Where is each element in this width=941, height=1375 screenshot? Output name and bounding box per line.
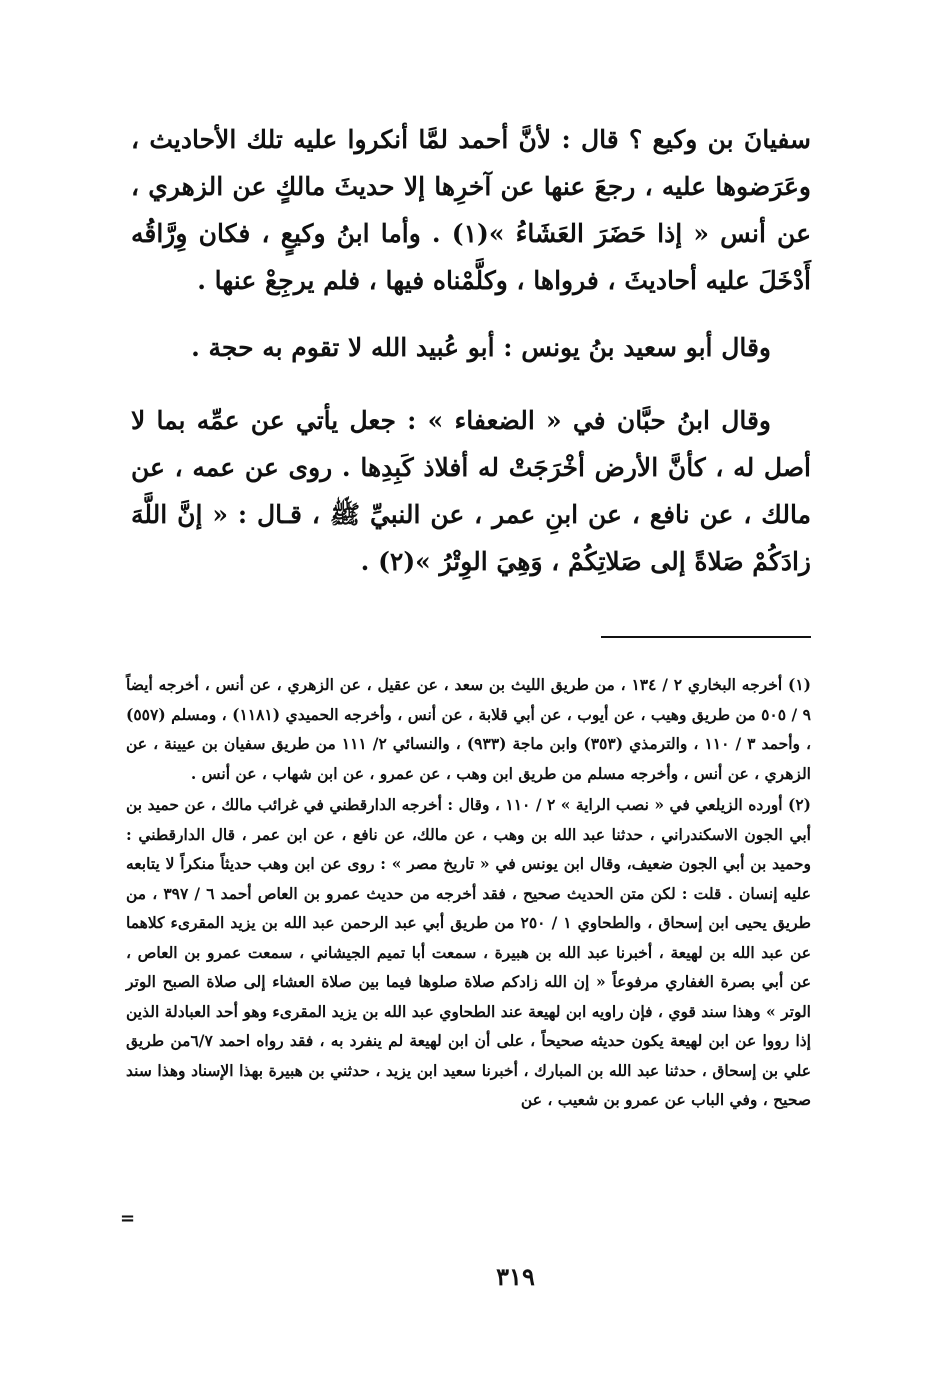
footnote-1-marker: (١) (787, 675, 811, 694)
page-number: ٣١٩ (496, 1262, 535, 1291)
footnote-2 (126, 790, 811, 1115)
footnote-2-marker: (٢) (787, 795, 811, 814)
footnote-divider (601, 636, 811, 638)
footnote-1 (126, 670, 811, 788)
footnote-2-text: أورده الزيلعي في « نصب الراية » ٢ / ١١٠ ، وقال : أخرجه الدارقطني في غرائب مالك ، عن حميد بن أبي الجون الاسكندراني ، حدثنا عبد الله بن وهب ، عن مالك، عن نافع ، عن ابن عمر ، قال الدارقطني : وحميد بن أبي الجون ضعيف، وقال ابن يونس في « تاريخ مصر » : روى عن ابن وهب حديثاً منكراً لا يتابعه عليه إنسان . قلت : لكن متن الحديث صحيح ، فقد أخرجه من حديث عمرو بن العاص أحمد ٦ / ٣٩٧ ، من طريق يحيى ابن إسحاق ، والطحاوي ١ / ٢٥٠ من طريق أبي عبد الرحمن عبد الله بن يزيد المقرىء كلاهما عن عبد الله بن لهيعة ، أخبرنا عبد الله بن هبيرة ، سمعت أبا تميم الجيشاني ، سمعت عمرو بن العاص ، عن أبي بصرة الغفاري مرفوعاً « إن الله زادكم صلاة صلوها فيما بين صلاة العشاء إلى صلاة الصبح الوتر الوتر » وهذا سند قوي ، فإن راويه ابن لهيعة عند الطحاوي عبد الله بن يزيد المقرىء وهو أحد العبادلة الذين إذا رووا عن ابن لهيعة يكون حديثه صحيحاً ، على أن ابن لهيعة لم ينفرد به ، فقد رواه احمد ٦/٧من طريق علي بن إسحاق ، حدثنا عبد الله بن المبارك ، أخبرنا سعيد ابن يزيد ، حدثني بن هبيرة بهذا الإسناد وهذا سند صحيح ، وفي الباب عن عمرو بن شعيب ، عن (126, 795, 811, 1109)
main-text-body (131, 116, 811, 585)
footnotes-section (126, 670, 811, 1115)
page-number-container (0, 1262, 941, 1291)
main-paragraph-1: سفيانَ بن وكيع ؟ قال : لأنَّ أحمد لمَّا أنكروا عليه تلك الأحاديث ، وعَرَضوها عليه ، رجعَ عنها عن آخرِها إلا حديثَ مالكٍ عن الزهري ، عن أنس « إذا حَضَرَ العَشَاءُ »(١) . وأما ابنُ وكيعٍ ، فكان وِرَّاقُه أَدْخَلَ عليه أحاديثَ ، فرواها ، وكلَّمْناه فيها ، فلم يرجِعْ عنها . (131, 125, 811, 295)
main-paragraph-2: وقال أبو سعيد بنُ يونس : أبو عُبيد الله لا تقوم به حجة . (191, 333, 771, 362)
footnote-1-text: أخرجه البخاري ٢ / ١٣٤ ، من طريق الليث بن سعد ، عن عقيل ، عن الزهري ، عن أنس ، أخرجه أيضاً ٩ / ٥٠٥ من طريق وهيب ، عن أيوب ، عن أبي قلابة ، عن أنس ، وأخرجه الحميدي (١١٨١) ، ومسلم (٥٥٧) ، وأحمد ٣ / ١١٠ ، والترمذي (٣٥٣) وابن ماجة (٩٣٣) ، والنسائي ٢/ ١١١ من طريق سفيان بن عيينة ، عن الزهري ، عن أنس ، وأخرجه مسلم من طريق ابن وهب ، عن عمرو ، عن ابن شهاب ، عن أنس . (126, 675, 812, 783)
main-paragraph-3: وقال ابنُ حبَّان في « الضعفاء » : جعل يأتي عن عمِّه بما لا أصل له ، كأنَّ الأرض أخْرَجَتْ له أفلاذ كَبِدِها . روى عن عمه ، عن مالك ، عن نافع ، عن ابنِ عمر ، عن النبيِّ ﷺ ، قـال : « إنَّ اللَّهَ زادَكُمْ صَلاةً إلى صَلاتِكُمْ ، وَهِيَ الوِتْرُ »(٢) . (131, 406, 811, 576)
continuation-mark: = (120, 1208, 136, 1229)
